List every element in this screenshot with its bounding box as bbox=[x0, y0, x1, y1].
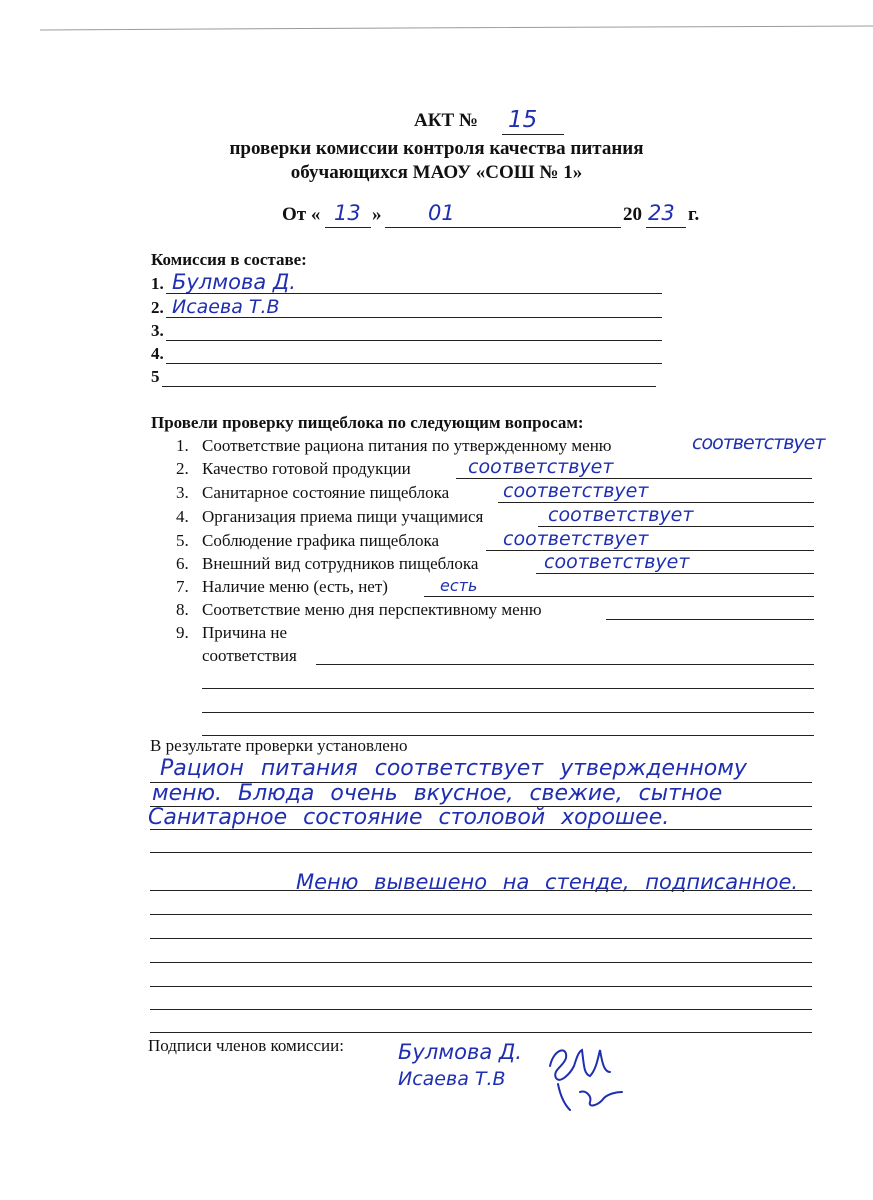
question-number: 6. bbox=[176, 554, 189, 573]
result-line bbox=[150, 938, 812, 939]
member-name: Исаева Т.В bbox=[172, 296, 280, 318]
act-subtitle-line2: обучающихся МАОУ «СОШ № 1» bbox=[290, 162, 583, 183]
act-number: 15 bbox=[508, 107, 538, 133]
question-number: 2. bbox=[176, 459, 189, 478]
member-line bbox=[166, 317, 662, 318]
signature-name-2: Исаева Т.В bbox=[398, 1068, 506, 1090]
member-number: 5 bbox=[151, 367, 160, 386]
blank-line bbox=[316, 664, 814, 665]
date-year-underline bbox=[646, 227, 686, 228]
question-number: 8. bbox=[176, 600, 189, 619]
act-subtitle-line1: проверки комиссии контроля качества питания bbox=[229, 138, 644, 159]
date-month-underline bbox=[385, 227, 621, 228]
result-line bbox=[150, 914, 812, 915]
question-answer: соответствует bbox=[544, 551, 690, 573]
question-answer-line bbox=[498, 502, 814, 503]
question-answer: соответствует bbox=[503, 528, 649, 550]
member-line bbox=[166, 363, 662, 364]
blank-line bbox=[202, 712, 814, 713]
question-answer-line bbox=[456, 478, 812, 479]
date-year-end: г. bbox=[688, 204, 700, 225]
question-answer-line bbox=[424, 596, 814, 597]
result-handwritten-line: меню. Блюда очень вкусное, свежие, сытное bbox=[152, 781, 723, 806]
signatures-label: Подписи членов комиссии: bbox=[148, 1036, 344, 1055]
question-answer: соответствует bbox=[548, 504, 694, 526]
question-text: Внешний вид сотрудников пищеблока bbox=[202, 554, 479, 573]
signature-scribble-1 bbox=[540, 1036, 630, 1116]
question-number: 7. bbox=[176, 577, 189, 596]
question-text: соответствия bbox=[202, 646, 297, 665]
question-text: Качество готовой продукции bbox=[202, 459, 411, 478]
member-name: Булмова Д. bbox=[172, 270, 296, 294]
questions-title: Провели проверку пищеблока по следующим вопросам: bbox=[151, 413, 584, 432]
commission-title: Комиссия в составе: bbox=[151, 250, 307, 269]
question-text: Причина не bbox=[202, 623, 288, 642]
question-number: 5. bbox=[176, 531, 189, 550]
question-text: Соблюдение графика пищеблока bbox=[202, 531, 440, 550]
result-handwritten-line: Меню вывешено на стенде, подписанное. bbox=[296, 870, 799, 894]
result-handwritten-line: Санитарное состояние столовой хорошее. bbox=[148, 805, 670, 830]
blank-line bbox=[202, 688, 814, 689]
question-number: 3. bbox=[176, 483, 189, 502]
date-year-suffix: 23 bbox=[648, 201, 675, 225]
member-number: 4. bbox=[151, 344, 164, 363]
signature-name-1: Булмова Д. bbox=[398, 1040, 522, 1064]
act-title-prefix: АКТ № bbox=[414, 110, 479, 131]
result-line bbox=[150, 1032, 812, 1033]
scan-edge-line bbox=[0, 22, 873, 34]
question-answer: соответствует bbox=[468, 456, 614, 478]
result-line bbox=[150, 852, 812, 853]
date-month: 01 bbox=[428, 201, 455, 225]
question-number: 9. bbox=[176, 623, 189, 642]
date-prefix: От « bbox=[282, 204, 321, 225]
member-line bbox=[166, 293, 662, 294]
question-text: Соответствие рациона питания по утвержденному меню bbox=[202, 436, 612, 455]
question-answer: есть bbox=[440, 576, 478, 595]
question-answer-line bbox=[536, 573, 814, 574]
question-text: Наличие меню (есть, нет) bbox=[202, 577, 388, 596]
question-answer-line bbox=[606, 619, 814, 620]
date-year-prefix: 20 bbox=[623, 204, 642, 225]
member-line bbox=[162, 386, 656, 387]
result-label: В результате проверки установлено bbox=[150, 736, 408, 755]
date-day: 13 bbox=[334, 201, 361, 225]
question-number: 4. bbox=[176, 507, 189, 526]
result-handwritten-line: Рацион питания соответствует утвержденному bbox=[160, 756, 747, 781]
question-number: 1. bbox=[176, 436, 189, 455]
question-text: Соответствие меню дня перспективному меню bbox=[202, 600, 542, 619]
member-number: 3. bbox=[151, 321, 164, 340]
question-text: Организация приема пищи учащимися bbox=[202, 507, 484, 526]
question-text: Санитарное состояние пищеблока bbox=[202, 483, 450, 502]
question-answer: соответствует bbox=[503, 480, 649, 502]
member-number: 1. bbox=[151, 274, 164, 293]
result-line bbox=[150, 829, 812, 830]
member-line bbox=[166, 340, 662, 341]
question-answer: соответствует bbox=[692, 432, 825, 454]
question-answer-line bbox=[538, 526, 814, 527]
act-number-underline bbox=[502, 134, 564, 135]
result-line bbox=[150, 962, 812, 963]
member-number: 2. bbox=[151, 298, 164, 317]
result-line bbox=[150, 986, 812, 987]
date-close-quote: » bbox=[372, 204, 382, 225]
date-day-underline bbox=[325, 227, 371, 228]
result-line bbox=[150, 1009, 812, 1010]
result-line bbox=[150, 890, 812, 891]
